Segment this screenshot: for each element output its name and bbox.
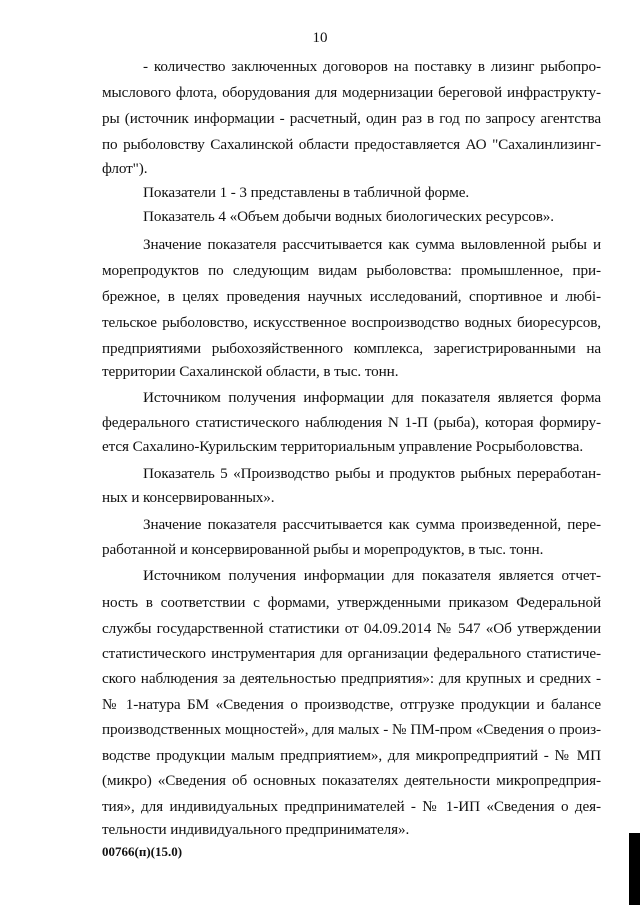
text-line: тельности индивидуального предпринимателя». (102, 821, 410, 838)
text-line: флот"). (102, 160, 148, 177)
text-line: № 1-натура БМ «Сведения о производстве, отгрузке продукции и балансе (102, 696, 601, 713)
text-line: территории Сахалинской области, в тыс. тонн. (102, 363, 399, 380)
text-line: по рыболовству Сахалинской области предоставляется АО "Сахалинлизинг- (102, 136, 601, 153)
text-line: Показатель 4 «Объем добычи водных биологических ресурсов». (143, 208, 554, 225)
text-line: службы государственной статистики от 04.09.2014 № 547 «Об утверждении (102, 620, 601, 637)
text-line: ется Сахалино-Курильским территориальным управление Росрыболовства. (102, 438, 584, 455)
page-number: 10 (312, 30, 328, 46)
text-line: - количество заключенных договоров на поставку в лизинг рыбопро- (143, 58, 601, 75)
text-line: тия», для индивидуальных предпринимателей - № 1-ИП «Сведения о дея- (102, 798, 601, 815)
text-line: федерального статистического наблюдения N 1-П (рыба), которая формиру- (102, 414, 601, 431)
text-line: тельское рыболовство, искусственное воспроизводство водных биоресурсов, (102, 314, 601, 331)
document-code: 00766(п)(15.0) (102, 844, 183, 859)
text-line: ных и консервированных». (102, 489, 275, 506)
text-line: Значение показателя рассчитывается как сумма выловленной рыбы и (143, 236, 601, 253)
text-line: предприятиями рыбохозяйственного комплекса, зарегистрированными на (102, 340, 601, 357)
text-line: Показатели 1 - 3 представлены в табличной форме. (143, 184, 470, 201)
text-line: Источником получения информации для показателя является отчет- (143, 567, 601, 584)
text-line: Источником получения информации для показателя является форма (143, 389, 601, 406)
text-line: мыслового флота, оборудования для модернизации береговой инфраструкту- (102, 84, 601, 101)
text-line: Значение показателя рассчитывается как сумма произведенной, пере- (143, 516, 601, 533)
text-line: ность в соответствии с формами, утвержденными приказом Федеральной (102, 594, 601, 611)
text-line: морепродуктов по следующим видам рыболовства: промышленное, при- (102, 262, 601, 279)
text-line: статистического инструментария для организации федерального статистиче- (102, 645, 601, 662)
text-line: производственных мощностей», для малых - № ПМ-пром «Сведения о произ- (102, 721, 601, 738)
text-line: брежное, в целях проведения научных исследований, спортивное и любі- (102, 288, 601, 305)
text-line: Показатель 5 «Производство рыбы и продуктов рыбных переработан- (143, 465, 601, 482)
text-line: ского наблюдения за деятельностью предприятия»: для крупных и средних - (102, 670, 601, 687)
text-line: работанной и консервированной рыбы и морепродуктов, в тыс. тонн. (102, 541, 544, 558)
text-line: (микро) «Сведения об основных показателях деятельности микропредприя- (102, 772, 601, 789)
text-line: водстве продукции малым предприятием», для микропредприятий - № МП (102, 747, 601, 764)
scan-edge-mark (629, 833, 640, 905)
text-line: ры (источник информации - расчетный, один раз в год по запросу агентства (102, 110, 601, 127)
